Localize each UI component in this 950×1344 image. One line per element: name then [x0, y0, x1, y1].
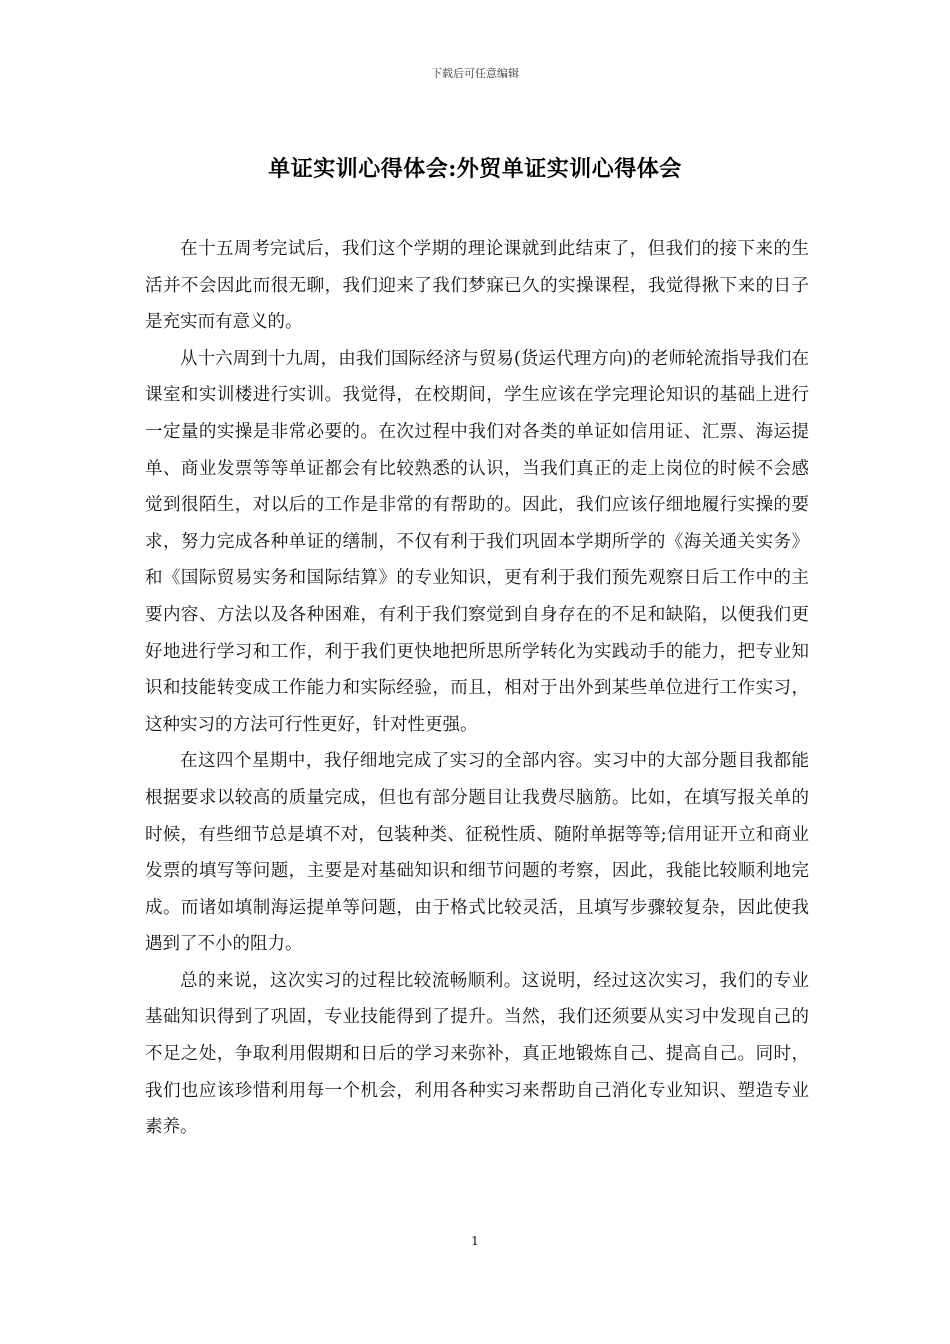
page-number: 1 [471, 1234, 479, 1248]
header-note: 下载后可任意编辑 [431, 67, 519, 80]
paragraph-1: 在十五周考完试后，我们这个学期的理论课就到此结束了，但我们的接下来的生活并不会因此而很无聊，我们迎来了我们梦寐已久的实操课程，我觉得揪下来的日子是充实而有意义的。 [145, 239, 809, 333]
paragraph-3: 在这四个星期中，我仔细地完成了实习的全部内容。实习中的大部分题目我都能根据要求以较高的质量完成，但也有部分题目让我费尽脑筋。比如，在填写报关单的时候，有些细节总是填不对，包装种类、征税性质、随附单据等等;信用证开立和商业发票的填写等问题，主要是对基础知识和细节问题的考察，因此，我能比较顺利地完成。而诸如填制海运提单等问题，由于格式比较灵活，且填写步骤较复杂，因此使我遇到了不小的阻力。 [145, 751, 809, 955]
paragraph-2: 从十六周到十九周，由我们国际经济与贸易(货运代理方向)的老师轮流指导我们在课室和实训楼进行实训。我觉得，在校期间，学生应该在学完理论知识的基础上进行一定量的实操是非常必要的。在次过程中我们对各类的单证如信用证、汇票、海运提单、商业发票等等单证都会有比较熟悉的认识，当我们真正的走上岗位的时候不会感觉到很陌生，对以后的工作是非常的有帮助的。因此，我们应该仔细地履行实操的要求，努力完成各种单证的缮制，不仅有利于我们巩固本学期所学的《海关通关实务》和《国际贸易实务和国际结算》的专业知识，更有利于我们预先观察日后工作中的主要内容、方法以及各种困难，有利于我们察觉到自身存在的不足和缺陷，以便我们更好地进行学习和工作，利于我们更快地把所思所学转化为实践动手的能力，把专业知识和技能转变成工作能力和实际经验，而且，相对于出外到某些单位进行工作实习，这种实习的方法可行性更好，针对性更强。 [145, 348, 809, 735]
document-body [145, 231, 809, 1146]
document-title: 单证实训心得体会:外贸单证实训心得体会 [268, 156, 682, 182]
paragraph-4: 总的来说，这次实习的过程比较流畅顺利。这说明，经过这次实习，我们的专业基础知识得到了巩固，专业技能得到了提升。当然，我们还须要从实习中发现自己的不足之处，争取利用假期和日后的学习来弥补，真正地锻炼自己、提高自己。同时，我们也应该珍惜利用每一个机会，利用各种实习来帮助自己消化专业知识、塑造专业素养。 [145, 970, 809, 1138]
